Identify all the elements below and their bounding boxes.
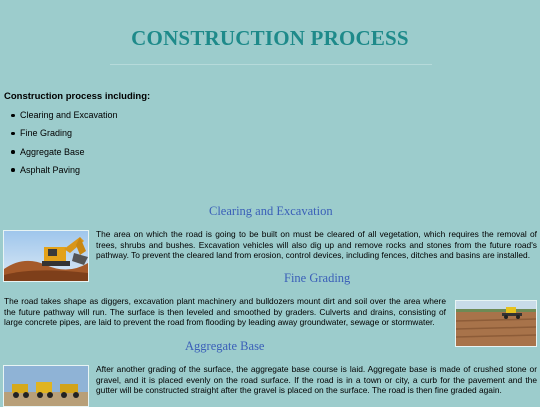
steps-list	[4, 106, 118, 179]
list-item: Aggregate Base	[4, 143, 118, 161]
section-heading-grading: Fine Grading	[284, 271, 351, 285]
section-heading-aggregate: Aggregate Base	[185, 339, 265, 353]
list-item: Clearing and Excavation	[4, 106, 118, 124]
grader-field-photo	[455, 300, 537, 347]
page-title: CONSTRUCTION PROCESS	[131, 26, 409, 50]
intro-text: Construction process including:	[4, 91, 151, 102]
section-text-grading: The road takes shape as diggers, excavation plant machinery and bulldozers mount dirt and soil over the area where the future pathway will run. The surface is then leveled and smoothed by graders. Culverts and drains, consisting of large concrete pipes, are laid to prevent the road from flooding by leading away groundwater, sewage or stormwater.	[4, 296, 446, 328]
list-item: Asphalt Paving	[4, 161, 118, 179]
section-text-clearing: The area on which the road is going to be built on must be cleared of all vegetation, which requires the removal of trees, shrubs and bushes. Excavation vehicles will also dig up and remove rocks and stones from the future road's pathway. To prevent the cleared land from erosion, control devices, including fences, ditches and basins are installed.	[96, 229, 537, 261]
excavator-photo	[3, 230, 89, 282]
section-heading-clearing: Clearing and Excavation	[209, 204, 333, 218]
section-text-aggregate: After another grading of the surface, the aggregate base course is laid. Aggregate base is made of crushed stone or gravel, and it is placed evenly on the road surface. If the road is in a town or city, a curb for the pavement and the gutter will be constructed straight after the gravel is placed on the surface. The road is then fine graded again.	[96, 364, 537, 396]
graders-fleet-photo	[3, 365, 89, 407]
title-divider	[110, 64, 432, 65]
list-item: Fine Grading	[4, 124, 118, 142]
